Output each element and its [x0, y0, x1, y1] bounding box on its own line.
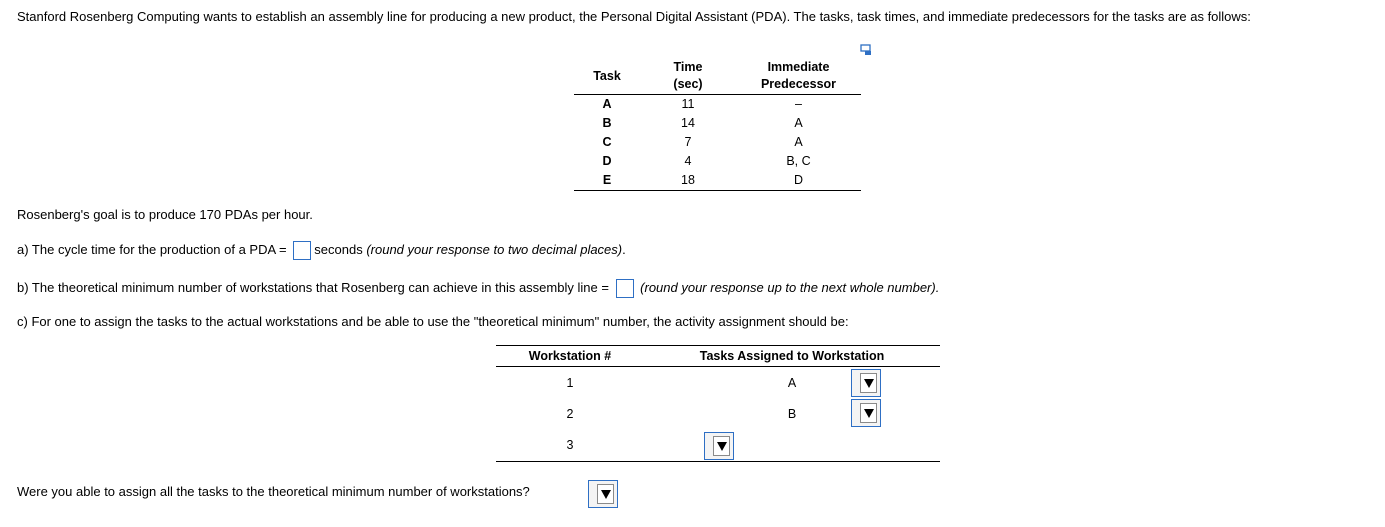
table-row: [574, 114, 861, 133]
time-cell: 18: [640, 171, 736, 191]
question-b-end: .: [935, 279, 940, 295]
assigned-task: B: [787, 406, 797, 421]
ws2-task-dropdown[interactable]: [851, 399, 881, 427]
copy-table-icon[interactable]: [860, 44, 872, 56]
question-a-hint: (round your response to two decimal places): [366, 241, 623, 257]
cycle-time-input[interactable]: [293, 241, 311, 260]
workstation-number: 3: [496, 429, 644, 462]
question-a-prefix: a) The cycle time for the production of a PDA =: [17, 241, 287, 257]
table-row: [574, 152, 861, 171]
time-cell: 7: [684, 135, 692, 149]
problem-intro: Stanford Rosenberg Computing wants to establish an assembly line for producing a new product, the Personal Digital Assistant (PDA). The tasks, task times, and immediate predecessors for the tasks are as follows:: [17, 9, 1251, 24]
header-time-line1: Time: [673, 60, 703, 74]
header-tasks-assigned: Tasks Assigned to Workstation: [644, 346, 940, 367]
workstation-number: 2: [566, 406, 574, 421]
task-cell: D: [602, 154, 612, 168]
task-cell: E: [574, 171, 640, 191]
time-cell: 14: [681, 116, 695, 130]
predecessor-cell: B, C: [786, 154, 811, 168]
question-a-suffix: seconds: [314, 241, 363, 257]
dropdown-arrow-icon: [864, 379, 874, 388]
header-pred-line2: Predecessor: [760, 77, 837, 91]
header-task: Task: [574, 58, 640, 95]
min-workstations-input[interactable]: [616, 279, 634, 298]
time-cell: 4: [684, 154, 692, 168]
question-d: Were you able to assign all the tasks to the theoretical minimum number of workstations?: [17, 484, 530, 499]
dropdown-button: [713, 436, 730, 456]
workstation-number: 1: [566, 375, 574, 390]
header-predecessor: [736, 58, 861, 95]
predecessor-cell: A: [794, 135, 803, 149]
predecessor-cell: –: [795, 97, 802, 111]
question-a: [17, 241, 626, 260]
assigned-task: A: [787, 375, 797, 390]
header-time-line2: (sec): [673, 77, 703, 91]
predecessor-cell: A: [794, 116, 803, 130]
question-b-prefix: b) The theoretical minimum number of workstations that Rosenberg can achieve in this assembly line =: [17, 279, 609, 295]
dropdown-arrow-icon: [601, 490, 611, 499]
dropdown-arrow-icon: [864, 409, 874, 418]
time-cell: 11: [681, 97, 695, 111]
table-row: [574, 133, 861, 152]
all-tasks-assigned-dropdown[interactable]: [588, 480, 618, 508]
task-cell: A: [602, 97, 612, 111]
header-workstation: Workstation #: [496, 346, 644, 367]
task-cell: C: [602, 135, 612, 149]
table-row: [574, 95, 861, 115]
ws3-task-dropdown[interactable]: [704, 432, 734, 460]
production-goal: Rosenberg's goal is to produce 170 PDAs per hour.: [17, 207, 313, 222]
question-a-end: .: [622, 241, 626, 257]
header-time: [640, 58, 736, 95]
question-b-hint: (round your response up to the next whole number): [640, 279, 936, 295]
dropdown-button: [860, 373, 877, 393]
table-row: [574, 171, 861, 191]
dropdown-arrow-icon: [717, 442, 727, 451]
task-cell: B: [602, 116, 612, 130]
predecessor-cell: D: [736, 171, 861, 191]
dropdown-button: [597, 484, 614, 504]
ws1-task-dropdown[interactable]: [851, 369, 881, 397]
dropdown-button: [860, 403, 877, 423]
question-b: [17, 279, 939, 298]
assigned-task: [644, 429, 940, 462]
task-table: [574, 58, 861, 191]
question-c: c) For one to assign the tasks to the actual workstations and be able to use the "theoretical minimum" number, the activity assignment should be:: [17, 314, 849, 329]
header-pred-line1: Immediate: [767, 60, 830, 74]
